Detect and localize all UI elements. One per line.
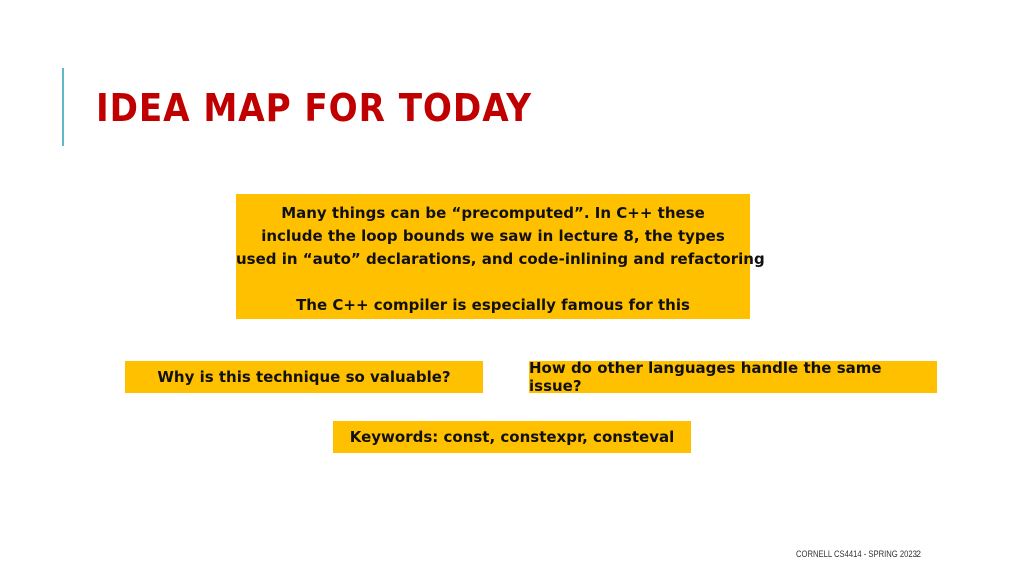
question-box-languages — [529, 361, 937, 393]
slide-title: IDEA MAP FOR TODAY — [96, 86, 532, 130]
keywords-text: Keywords: const, constexpr, consteval — [349, 428, 675, 446]
keywords-box — [333, 421, 691, 453]
footer-course: CORNELL CS4414 - SPRING 2023 — [796, 549, 917, 559]
main-idea-box — [236, 194, 765, 319]
question-languages-text: How do other languages handle the same issue? — [529, 359, 882, 395]
main-idea-line-1: Many things can be “precomputed”. In C++ these — [281, 204, 705, 222]
main-idea-spacer — [236, 271, 750, 294]
main-idea-line-2: include the loop bounds we saw in lecture 8, the types — [261, 227, 725, 245]
main-idea-line-4: The C++ compiler is especially famous for this — [296, 296, 690, 314]
question-box-value — [125, 361, 483, 393]
main-idea-line-3: used in “auto” declarations, and code-inlining and refactoring — [236, 250, 765, 268]
page-number: 2 — [916, 549, 922, 559]
accent-bar — [62, 68, 64, 146]
question-value-text: Why is this technique so valuable? — [157, 368, 451, 386]
